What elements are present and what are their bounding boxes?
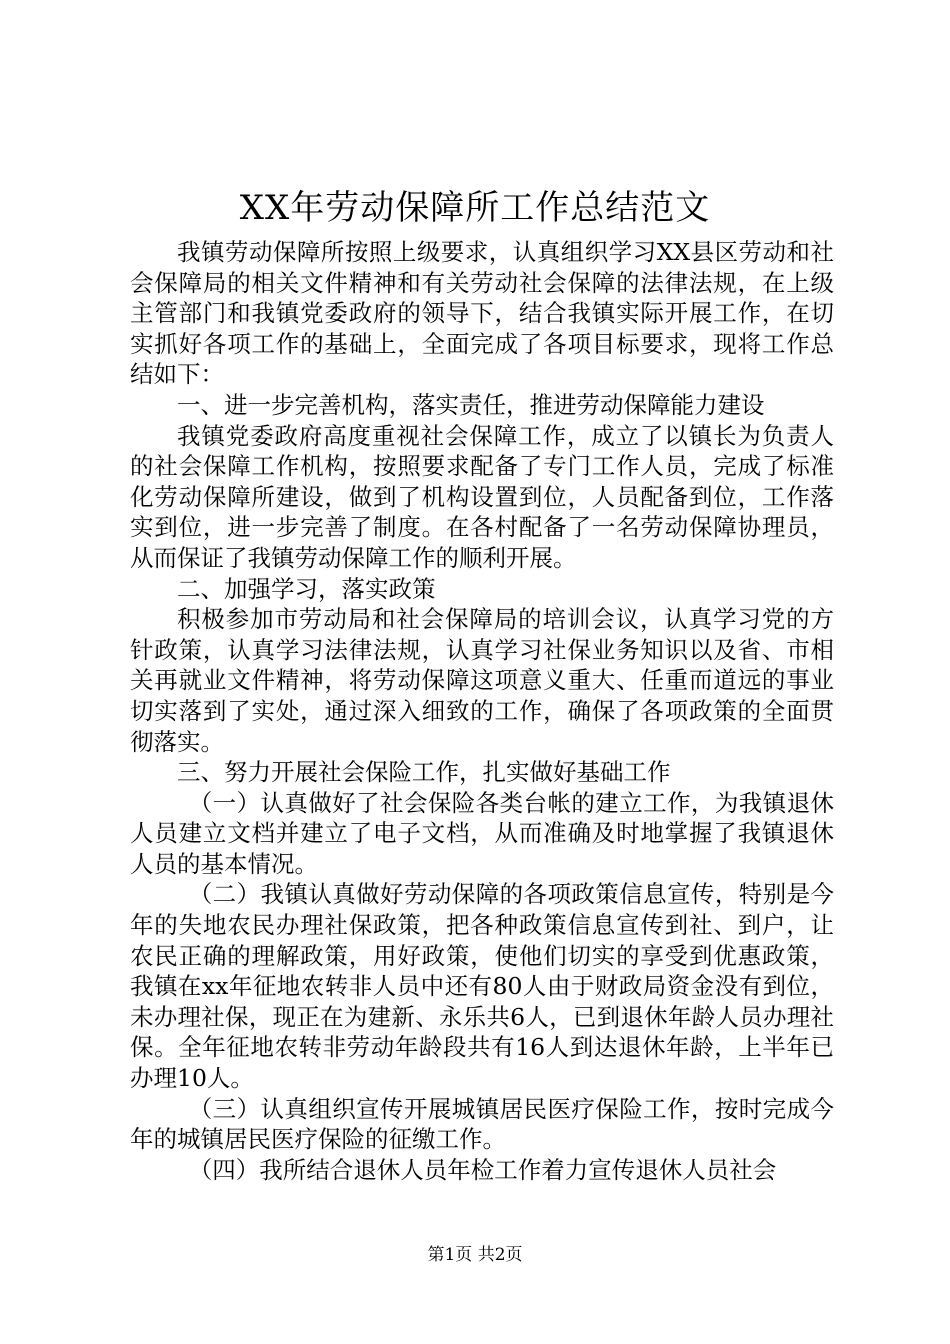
subsection-2-paragraph: （二）我镇认真做好劳动保障的各项政策信息宣传，特别是今年的失地农民办理社保政策，把各种政策信息宣传到社、到户，让农民正确的理解政策，用好政策，使他们切实的享受到优惠政策，我镇在xx年征地农转非人员中还有80人由于财政局资金没有到位，未办理社保，现正在为建新、永乐共6人，已到退休年龄人员办理社保。全年征地农转非劳动年龄段共有16人到达退休年龄，上半年已办理10人。 [130,880,834,1093]
intro-paragraph: 我镇劳动保障所按照上级要求，认真组织学习XX县区劳动和社会保障局的相关文件精神和有关劳动社会保障的法律法规，在上级主管部门和我镇党委政府的领导下，结合我镇实际开展工作，在切实抓好各项工作的基础上，全面完成了各项目标要求，现将工作总结如下： [130,238,834,389]
subsection-1-paragraph: （一）认真做好了社会保险各类台帐的建立工作，为我镇退休人员建立文档并建立了电子文档，从而准确及时地掌握了我镇退休人员的基本情况。 [130,788,834,878]
page-footer: 第1页 共2页 [427,1245,523,1265]
section-2-paragraph: 积极参加市劳动局和社会保障局的培训会议，认真学习党的方针政策，认真学习法律法规，认真学习社保业务知识以及省、市相关再就业文件精神，将劳动保障这项意义重大、任重而道远的事业切实落到了实处，通过深入细致的工作，确保了各项政策的全面贯彻落实。 [130,605,834,756]
section-heading-3: 三、努力开展社会保险工作，扎实做好基础工作 [177,758,671,787]
subsection-3-paragraph: （三）认真组织宣传开展城镇居民医疗保险工作，按时完成今年的城镇居民医疗保险的征缴工作。 [130,1094,834,1154]
document-body [130,237,834,1185]
section-1-paragraph: 我镇党委政府高度重视社会保障工作，成立了以镇长为负责人的社会保障工作机构，按照要求配备了专门工作人员，完成了标准化劳动保障所建设，做到了机构设置到位，人员配备到位，工作落实到位，进一步完善了制度。在各村配备了一名劳动保障协理员，从而保证了我镇劳动保障工作的顺利开展。 [130,421,834,572]
section-heading-1: 一、进一步完善机构，落实责任，推进劳动保障能力建设 [177,390,765,419]
document-title: XX年劳动保障所工作总结范文 [239,188,711,228]
section-heading-2: 二、加强学习，落实政策 [177,574,436,603]
subsection-4-paragraph: （四）我所结合退休人员年检工作着力宣传退休人员社会 [188,1155,777,1184]
